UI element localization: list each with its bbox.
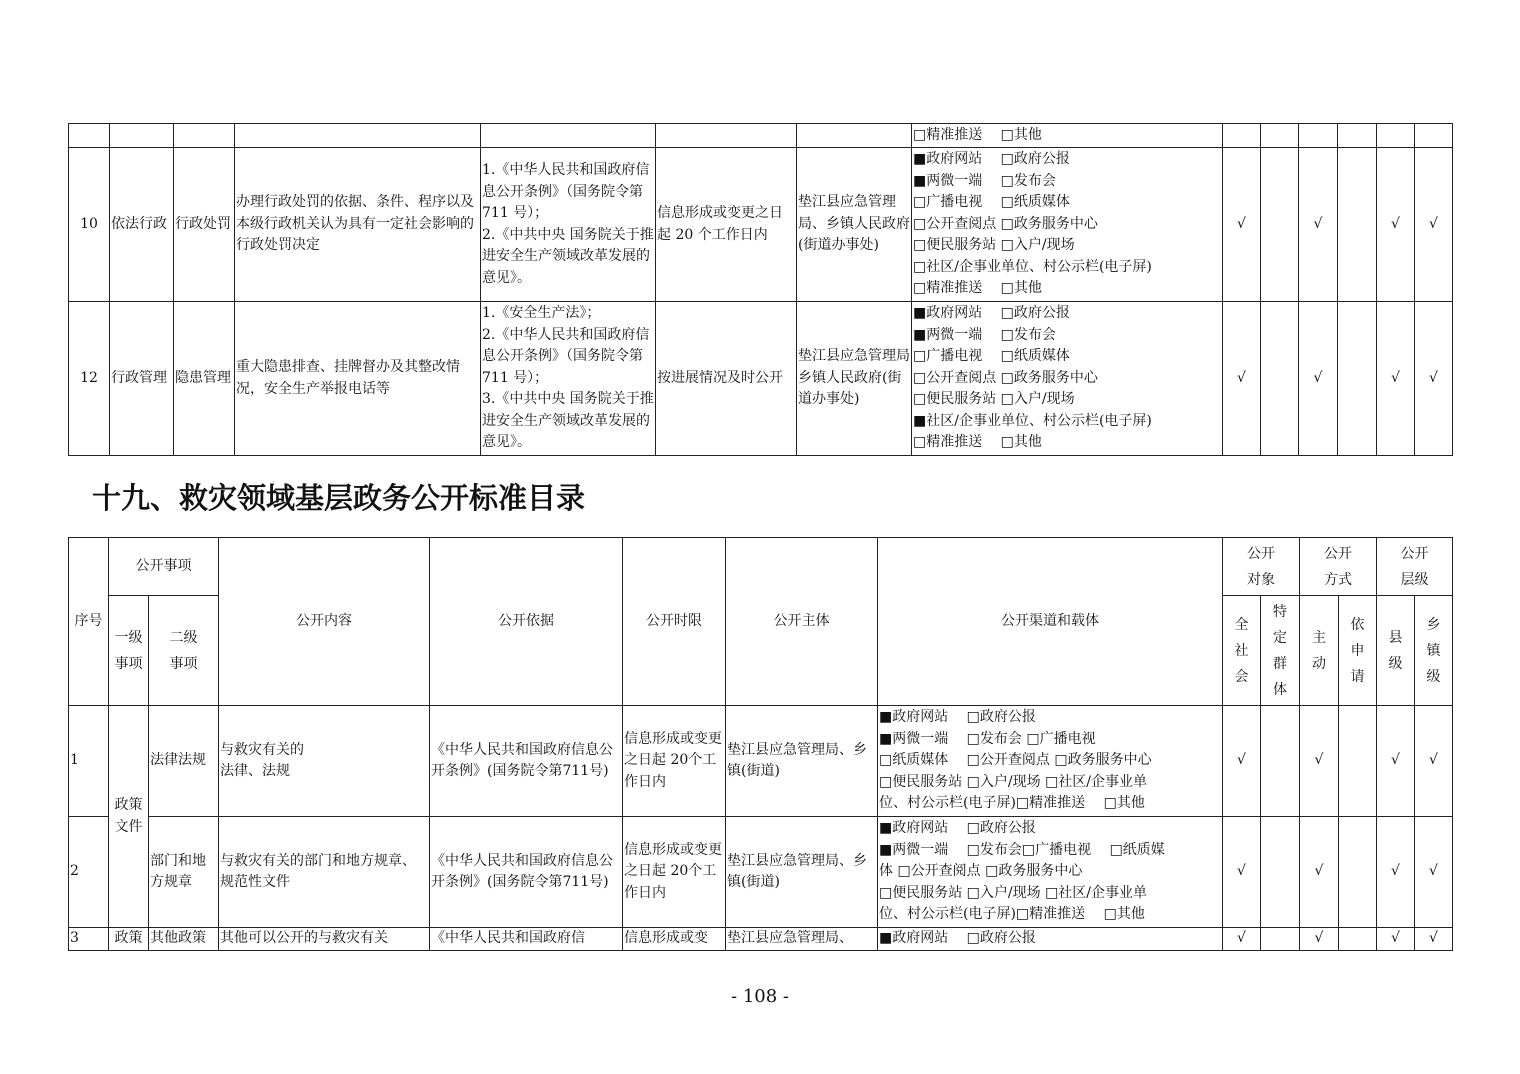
content-cell: 与救灾有关的 法律、法规 — [219, 706, 430, 817]
level1-cell: 行政管理 — [110, 302, 174, 456]
town-check: √ — [1415, 302, 1453, 456]
table-row — [69, 817, 1453, 928]
row-number: 3 — [69, 928, 109, 951]
header-specific-group: 特 定 群 体 — [1261, 596, 1300, 706]
basis-cell: 《中华人民共和国政府信 — [430, 928, 623, 951]
basis-cell: 《中华人民共和国政府信息公开条例》(国务院令第711号) — [430, 706, 623, 817]
basis-cell: 1.《安全生产法》； 2.《中华人民共和国政府信息公开条例》（国务院令第 711 号）； 3.《中共中央 国务院关于推进安全生产领域改革发展的意见》。 — [481, 302, 656, 456]
active-check: √ — [1299, 302, 1338, 456]
header-on-request: 依 申 请 — [1339, 596, 1377, 706]
all-society-check: √ — [1223, 706, 1261, 817]
header-channels: 公开渠道和载体 — [878, 538, 1223, 706]
basis-cell: 1.《中华人民共和国政府信息公开条例》（国务院令第 711 号）； 2.《中共中央 国务院关于推进安全生产领域改革发展的意见》。 — [481, 148, 656, 302]
row-number: 2 — [69, 817, 109, 928]
time-limit-cell: 信息形成或变 — [623, 928, 726, 951]
time-limit-cell: 按进展情况及时公开 — [656, 302, 797, 456]
level2-cell: 部门和地方规章 — [149, 817, 219, 928]
county-check: √ — [1377, 706, 1415, 817]
county-check: √ — [1377, 928, 1415, 951]
page-number: - 108 - — [731, 986, 789, 1007]
content-cell: 与救灾有关的部门和地方规章、规范性文件 — [219, 817, 430, 928]
header-county: 县 级 — [1377, 596, 1415, 706]
subject-cell: 垫江县应急管理局乡镇人民政府(街道办事处) — [797, 302, 912, 456]
table-row — [69, 302, 1453, 456]
county-check: √ — [1377, 302, 1415, 456]
specific-group-check — [1261, 706, 1300, 817]
top-catalog-table — [68, 123, 1453, 456]
specific-group-check — [1261, 148, 1299, 302]
subject-cell: 垫江县应急管理局、 — [726, 928, 878, 951]
section-title: 十九、救灾领域基层政务公开标准目录 — [92, 481, 586, 515]
on-request-check — [1338, 148, 1377, 302]
active-check: √ — [1299, 148, 1338, 302]
row-number: 12 — [69, 302, 110, 456]
header-basis: 公开依据 — [430, 538, 623, 706]
header-town: 乡 镇 级 — [1415, 596, 1453, 706]
town-check: √ — [1415, 817, 1453, 928]
header-level2: 二级 事项 — [149, 596, 219, 706]
specific-group-check — [1261, 928, 1300, 951]
specific-group-check — [1261, 302, 1299, 456]
all-society-check: √ — [1223, 148, 1261, 302]
header-row — [69, 538, 1453, 596]
content-cell: 重大隐患排查、挂牌督办及其整改情况，安全生产举报电话等 — [235, 302, 481, 456]
subject-cell: 垫江县应急管理局、乡镇人民政府(街道办事处) — [797, 148, 912, 302]
channels-cell: □精准推送 □其他 — [912, 124, 1223, 148]
level1-cell: 政策 — [109, 928, 149, 951]
row-number: 10 — [69, 148, 110, 302]
all-society-check: √ — [1223, 817, 1261, 928]
all-society-check: √ — [1223, 928, 1261, 951]
header-target: 公开 对象 — [1223, 538, 1300, 596]
header-active: 主 动 — [1300, 596, 1339, 706]
level2-cell: 隐患管理 — [174, 302, 235, 456]
channels-cell: ■政府网站 □政府公报 ■两微一端 □发布会 □广播电视 □纸质媒体 □公开查阅点 □政务服务中心 □便民服务站 □入户/现场 □社区/企事业单 位、村公示栏(电子屏)□精准推送 □其他 — [878, 706, 1223, 817]
level2-cell: 法律法规 — [149, 706, 219, 817]
town-check: √ — [1415, 148, 1453, 302]
content-cell: 办理行政处罚的依据、条件、程序以及本级行政机关认为具有一定社会影响的行政处罚决定 — [235, 148, 481, 302]
on-request-check — [1339, 928, 1377, 951]
time-limit-cell: 信息形成或变更之日起 20个工作日内 — [623, 817, 726, 928]
disaster-relief-catalog-table — [68, 537, 1453, 951]
header-no: 序号 — [69, 538, 109, 706]
header-matter: 公开事项 — [109, 538, 219, 596]
table-row — [69, 928, 1453, 951]
level1-cell: 依法行政 — [110, 148, 174, 302]
time-limit-cell: 信息形成或变更之日起 20个工作日内 — [623, 706, 726, 817]
header-all-society: 全 社 会 — [1223, 596, 1261, 706]
specific-group-check — [1261, 817, 1300, 928]
channels-cell: ■政府网站 □政府公报 ■两微一端 □发布会 □广播电视 □纸质媒体 □公开查阅点 □政务服务中心 □便民服务站 □入户/现场 ■社区/企事业单位、村公示栏(电子屏) □精准推送 □其他 — [912, 302, 1223, 456]
header-subject: 公开主体 — [726, 538, 878, 706]
on-request-check — [1339, 817, 1377, 928]
row-number: 1 — [69, 706, 109, 817]
table-row — [69, 706, 1453, 817]
channels-cell: ■政府网站 □政府公报 — [878, 928, 1223, 951]
active-check: √ — [1300, 706, 1339, 817]
header-level: 公开 层级 — [1377, 538, 1453, 596]
header-method: 公开 方式 — [1300, 538, 1377, 596]
level1-cell: 政策文件 — [109, 706, 149, 928]
town-check: √ — [1415, 706, 1453, 817]
on-request-check — [1338, 302, 1377, 456]
header-time-limit: 公开时限 — [623, 538, 726, 706]
header-level1: 一级 事项 — [109, 596, 149, 706]
county-check: √ — [1377, 817, 1415, 928]
channels-cell: ■政府网站 □政府公报 ■两微一端 □发布会 □广播电视 □纸质媒体 □公开查阅点 □政务服务中心 □便民服务站 □入户/现场 □社区/企事业单位、村公示栏(电子屏) □精准推送 □其他 — [912, 148, 1223, 302]
level2-cell: 其他政策 — [149, 928, 219, 951]
channels-cell: ■政府网站 □政府公报 ■两微一端 □发布会□广播电视 □纸质媒 体 □公开查阅点 □政务服务中心 □便民服务站 □入户/现场 □社区/企事业单 位、村公示栏(电子屏)□精准推送 □其他 — [878, 817, 1223, 928]
table-row — [69, 124, 1453, 148]
time-limit-cell: 信息形成或变更之日起 20 个工作日内 — [656, 148, 797, 302]
town-check: √ — [1415, 928, 1453, 951]
basis-cell: 《中华人民共和国政府信息公开条例》(国务院令第711号) — [430, 817, 623, 928]
county-check: √ — [1377, 148, 1415, 302]
content-cell: 其他可以公开的与救灾有关 — [219, 928, 430, 951]
level2-cell: 行政处罚 — [174, 148, 235, 302]
on-request-check — [1339, 706, 1377, 817]
active-check: √ — [1300, 817, 1339, 928]
table-row — [69, 148, 1453, 302]
subject-cell: 垫江县应急管理局、乡镇(街道) — [726, 706, 878, 817]
subject-cell: 垫江县应急管理局、乡镇(街道) — [726, 817, 878, 928]
header-content: 公开内容 — [219, 538, 430, 706]
active-check: √ — [1300, 928, 1339, 951]
all-society-check: √ — [1223, 302, 1261, 456]
